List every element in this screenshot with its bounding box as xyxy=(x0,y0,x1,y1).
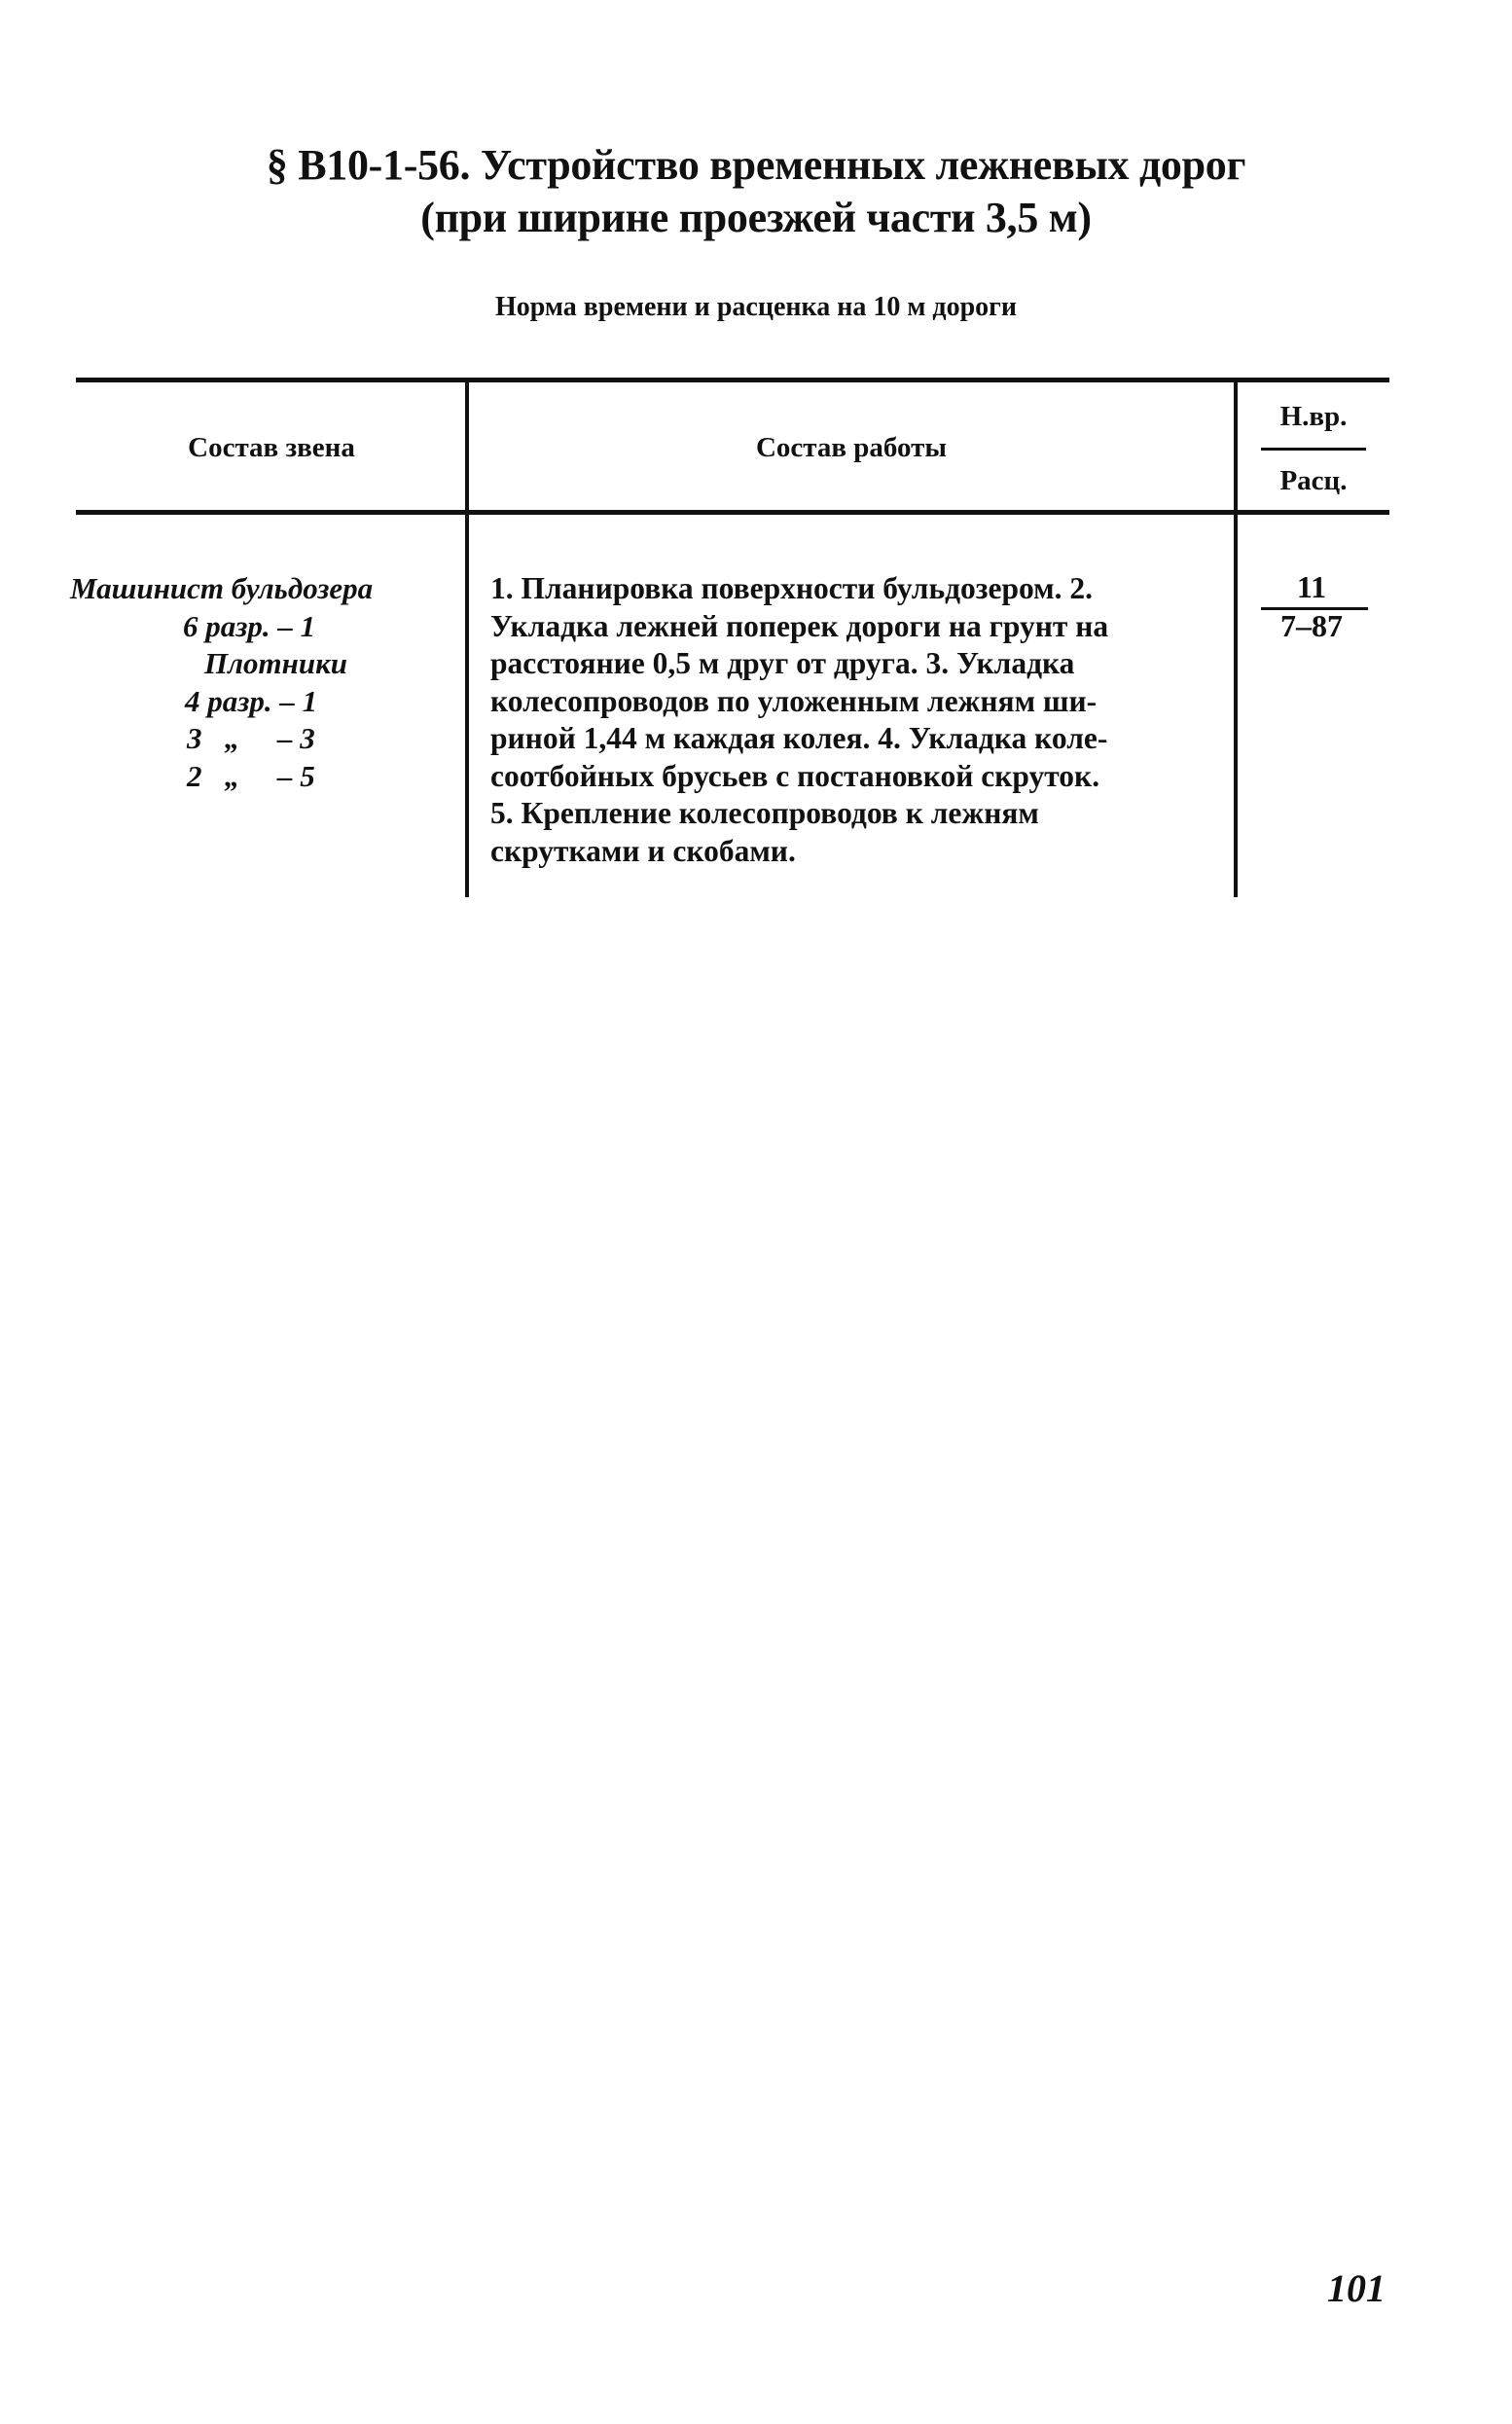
work-line: соотбойных брусьев с постановкой скруток. xyxy=(490,758,1100,793)
section-title-line-1: § В10-1-56. Устройство временных лежневых дорог xyxy=(266,141,1246,189)
work-line: скрутками и скобами. xyxy=(490,833,796,868)
table-column-divider-2 xyxy=(1234,380,1238,897)
table-header-rule xyxy=(76,510,1389,515)
crew-cell xyxy=(64,570,444,795)
header-norm: Н.вр. xyxy=(1279,401,1348,432)
crew-line: Машинист бульдозера xyxy=(70,571,374,605)
work-line: 5. Крепление колесопроводов к лежням xyxy=(490,796,1039,830)
norm-value: 11 xyxy=(1296,569,1327,604)
work-cell xyxy=(490,570,1230,870)
section-title-line-2: (при ширине проезжей части 3,5 м) xyxy=(420,194,1092,241)
header-fraction-line xyxy=(1261,448,1366,451)
page-number: 101 xyxy=(1327,2266,1386,2310)
crew-line: 2 „ – 5 xyxy=(187,758,315,793)
table-subtitle: Норма времени и расценка на 10 м дороги xyxy=(494,292,1018,322)
header-work: Состав работы xyxy=(755,432,948,463)
work-line: 1. Планировка поверхности бульдозером. 2. xyxy=(490,571,1093,605)
work-line: расстояние 0,5 м друг от друга. 3. Укладка xyxy=(490,646,1075,680)
work-line: риной 1,44 м каждая колея. 4. Укладка коле- xyxy=(490,721,1108,755)
crew-line: 3 „ – 3 xyxy=(187,721,315,755)
header-rate: Расц. xyxy=(1279,465,1348,496)
header-crew: Состав звена xyxy=(188,432,355,463)
crew-line: 6 разр. – 1 xyxy=(183,608,316,643)
crew-line: Плотники xyxy=(204,646,348,680)
crew-line: 4 разр. – 1 xyxy=(185,683,318,718)
rate-value: 7–87 xyxy=(1280,608,1343,643)
table-top-rule xyxy=(76,378,1389,382)
work-line: колесопроводов по уложенным лежням ши- xyxy=(490,683,1098,718)
work-line: Укладка лежней поперек дороги на грунт на xyxy=(490,608,1109,643)
